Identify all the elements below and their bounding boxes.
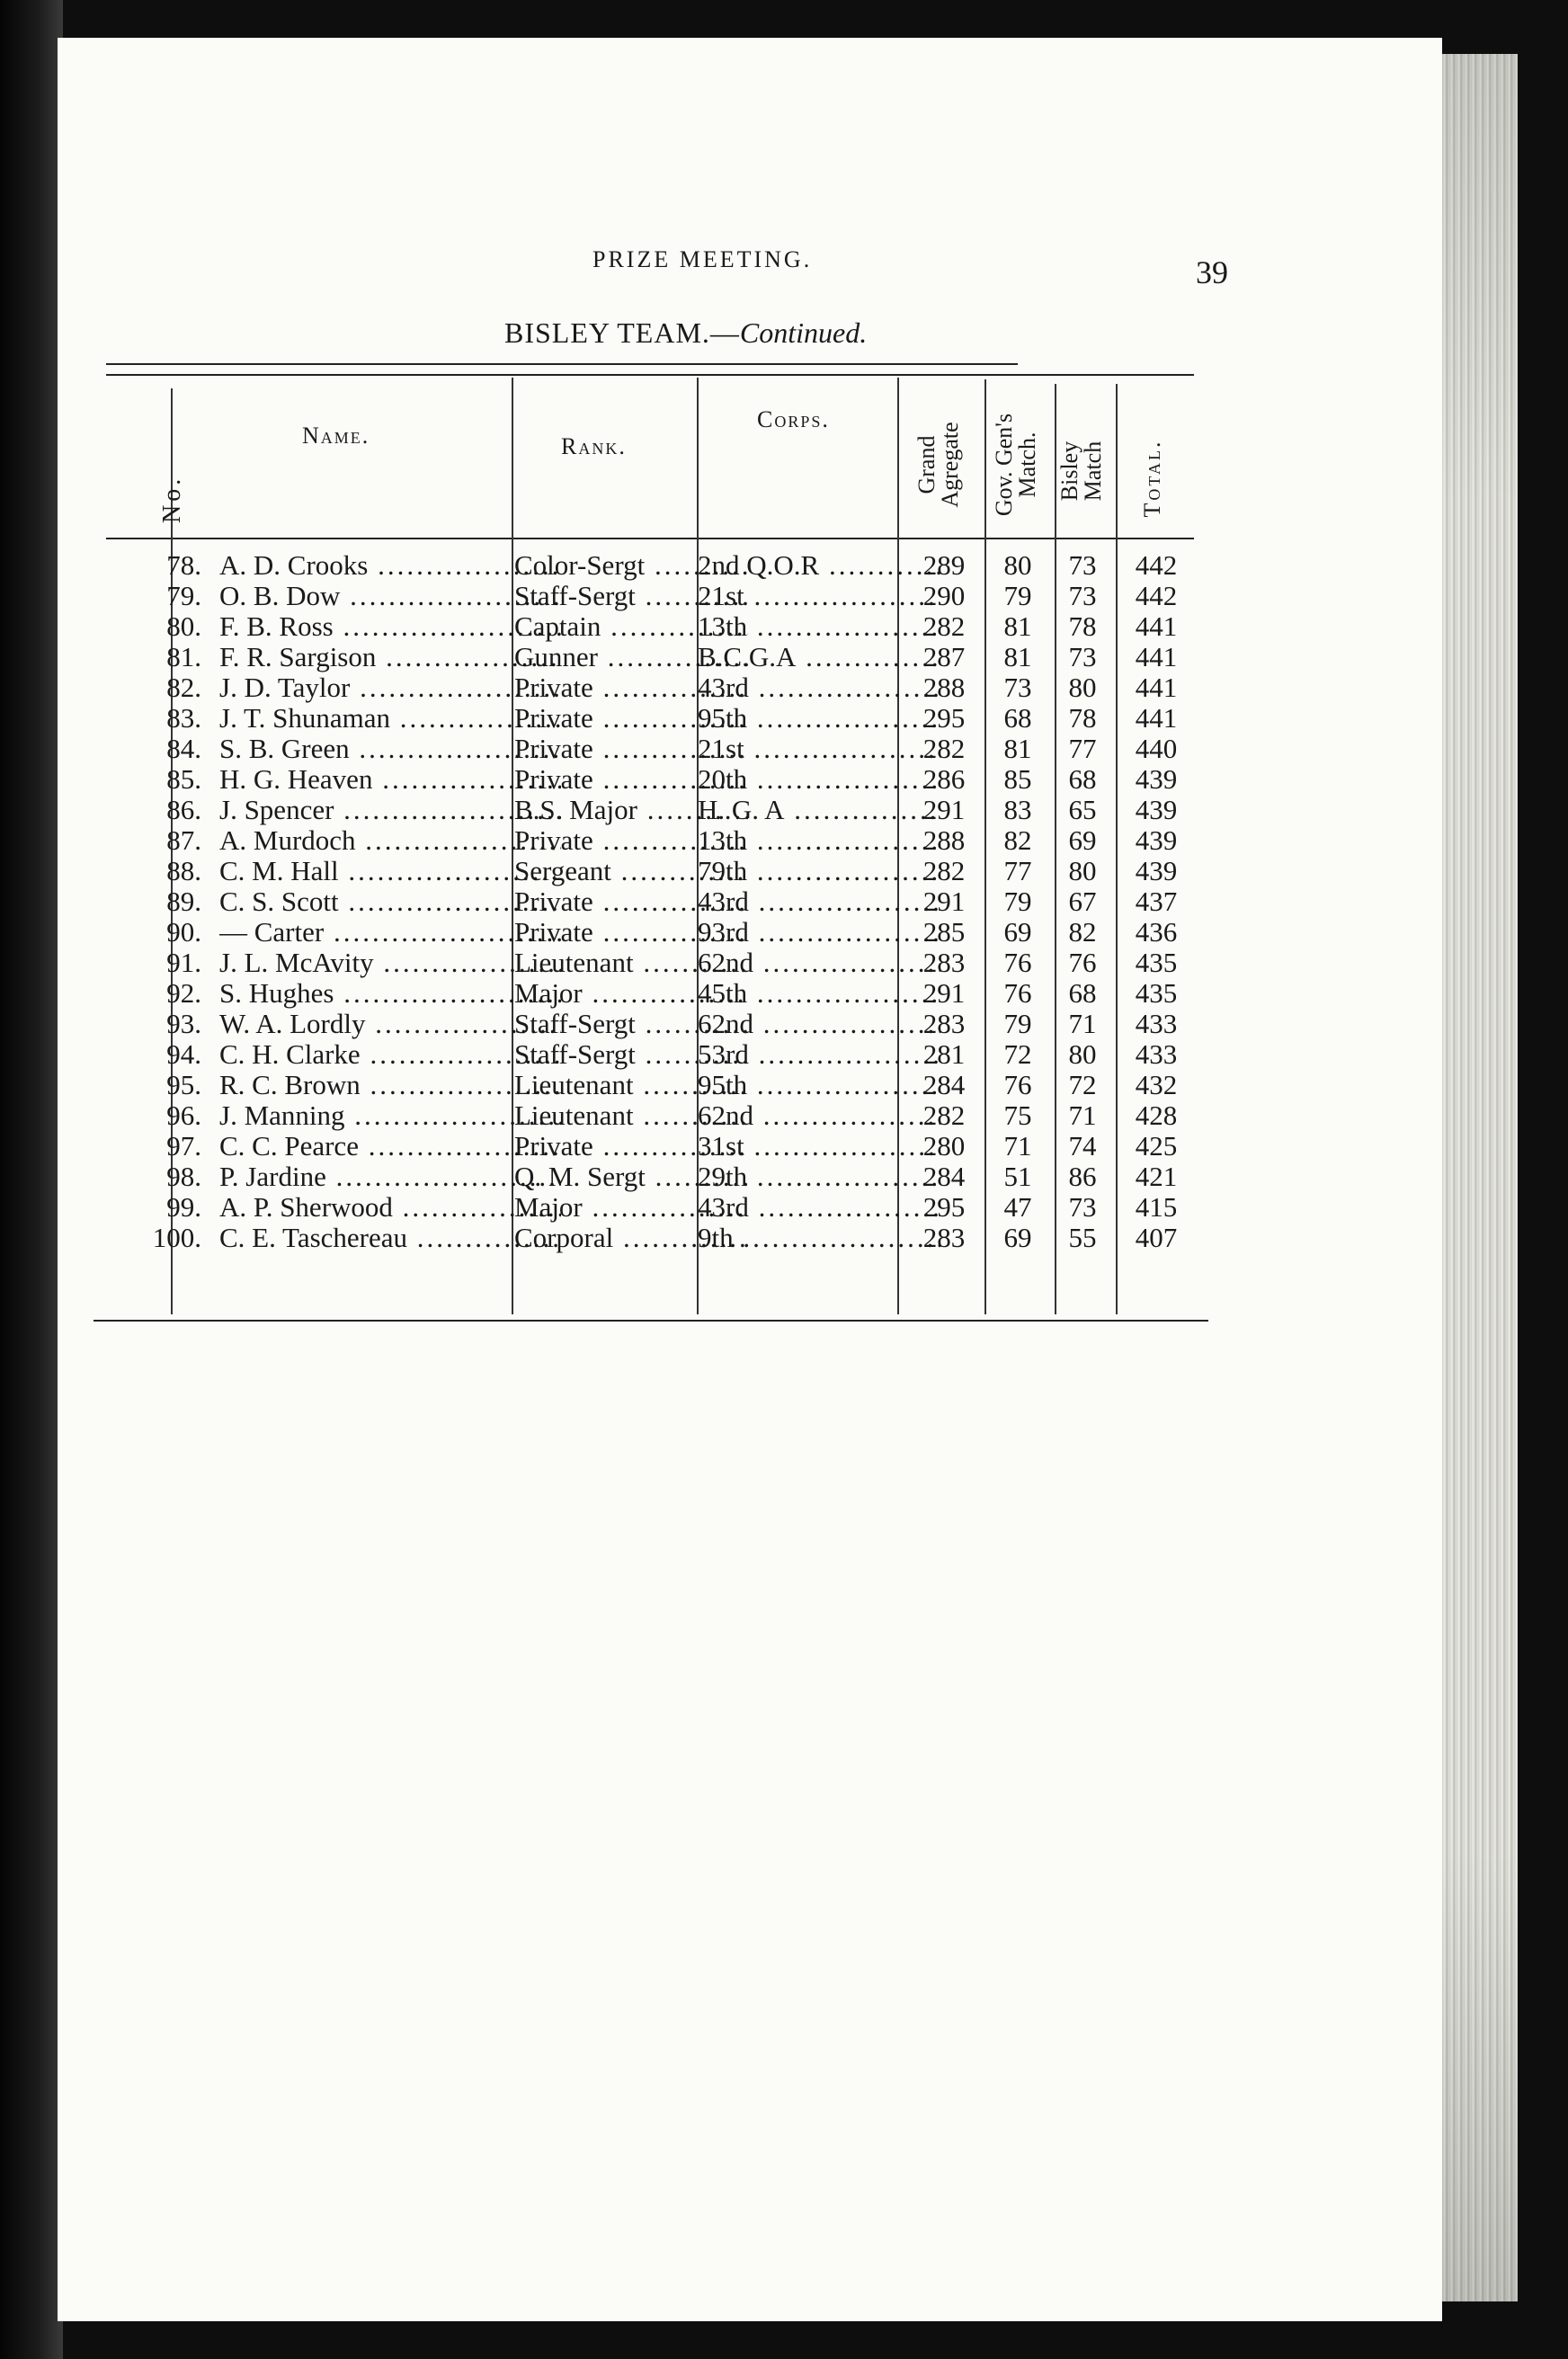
- cell-total: 440: [1135, 734, 1178, 764]
- cell-bisley-match: 69: [1068, 825, 1097, 856]
- cell-rank: Captain .....: [514, 611, 748, 642]
- cell-grand-aggregate: 291: [922, 886, 966, 917]
- cell-corps: 45th .....: [698, 978, 940, 1009]
- cell-bisley-match: 68: [1068, 764, 1097, 795]
- cell-total: 435: [1135, 948, 1178, 978]
- cell-name: A. D. Crooks .....: [219, 550, 561, 581]
- cell-grand-aggregate: 287: [922, 642, 966, 672]
- cell-gov-gen-match: 72: [1003, 1039, 1032, 1070]
- cell-bisley-match: 71: [1068, 1100, 1097, 1131]
- cell-corps: 95th .....: [698, 1070, 940, 1100]
- cell-no: 97.: [166, 1131, 201, 1162]
- header-corps: Corps.: [757, 406, 830, 432]
- cell-rank: Color-Sergt .....: [514, 550, 748, 581]
- cell-rank: Sergeant .....: [514, 856, 748, 886]
- cell-gov-gen-match: 75: [1003, 1100, 1032, 1131]
- cell-no: 85.: [166, 764, 201, 795]
- cell-bisley-match: 73: [1068, 550, 1097, 581]
- cell-bisley-match: 72: [1068, 1070, 1097, 1100]
- header-bottom-rule: [106, 538, 1194, 539]
- table-row: [58, 581, 1442, 611]
- cell-no: 91.: [166, 948, 201, 978]
- cell-corps: 53rd .....: [698, 1039, 940, 1070]
- cell-rank: Q. M. Sergt .....: [514, 1162, 748, 1192]
- table-row: [58, 642, 1442, 672]
- table-row: [58, 1162, 1442, 1192]
- cell-total: 407: [1135, 1223, 1178, 1253]
- cell-no: 100.: [152, 1223, 201, 1253]
- cell-bisley-match: 86: [1068, 1162, 1097, 1192]
- cell-corps: 13th .....: [698, 611, 940, 642]
- cell-corps: 21st .....: [698, 734, 940, 764]
- cell-grand-aggregate: 295: [922, 703, 966, 734]
- cell-corps: H. G. A .....: [698, 795, 940, 825]
- cell-gov-gen-match: 83: [1003, 795, 1032, 825]
- cell-rank: Private .....: [514, 764, 748, 795]
- cell-rank: Private .....: [514, 886, 748, 917]
- cell-name: C. E. Taschereau .....: [219, 1223, 561, 1253]
- cell-total: 439: [1135, 825, 1178, 856]
- cell-corps: 62nd .....: [698, 1100, 940, 1131]
- cell-name: C. C. Pearce .....: [219, 1131, 561, 1162]
- cell-total: 441: [1135, 611, 1178, 642]
- cell-grand-aggregate: 282: [922, 856, 966, 886]
- cell-grand-aggregate: 282: [922, 734, 966, 764]
- cell-corps: 62nd .....: [698, 948, 940, 978]
- cell-gov-gen-match: 82: [1003, 825, 1032, 856]
- table-row: [58, 978, 1442, 1009]
- cell-grand-aggregate: 282: [922, 1100, 966, 1131]
- book-page: [58, 38, 1442, 2321]
- table-row: [58, 1223, 1442, 1253]
- cell-rank: Private .....: [514, 703, 748, 734]
- cell-rank: Staff-Sergt .....: [514, 1009, 748, 1039]
- cell-gov-gen-match: 73: [1003, 672, 1032, 703]
- cell-name: O. B. Dow .....: [219, 581, 561, 611]
- cell-name: F. R. Sargison .....: [219, 642, 561, 672]
- cell-no: 96.: [166, 1100, 201, 1131]
- cell-name: C. H. Clarke .....: [219, 1039, 561, 1070]
- cell-gov-gen-match: 79: [1003, 1009, 1032, 1039]
- cell-corps: B.C.G.A .....: [698, 642, 940, 672]
- cell-bisley-match: 73: [1068, 642, 1097, 672]
- table-row: [58, 917, 1442, 948]
- cell-rank: Private .....: [514, 1131, 748, 1162]
- cell-grand-aggregate: 289: [922, 550, 966, 581]
- cell-gov-gen-match: 47: [1003, 1192, 1032, 1223]
- cell-rank: Lieutenant .....: [514, 948, 748, 978]
- cell-gov-gen-match: 69: [1003, 917, 1032, 948]
- table-title: [504, 316, 867, 350]
- table-title-main: BISLEY TEAM.—: [504, 316, 740, 349]
- cell-total: 439: [1135, 856, 1178, 886]
- table-row: [58, 1039, 1442, 1070]
- cell-no: 78.: [166, 550, 201, 581]
- cell-no: 87.: [166, 825, 201, 856]
- cell-grand-aggregate: 280: [922, 1131, 966, 1162]
- cell-name: P. Jardine .....: [219, 1162, 561, 1192]
- cell-total: 437: [1135, 886, 1178, 917]
- cell-corps: 43rd .....: [698, 886, 940, 917]
- cell-grand-aggregate: 291: [922, 978, 966, 1009]
- cell-total: 436: [1135, 917, 1178, 948]
- header-gov-line1: Gov. Gen's: [991, 413, 1017, 517]
- cell-bisley-match: 71: [1068, 1009, 1097, 1039]
- header-no: No.: [158, 475, 186, 523]
- cell-rank: Corporal .....: [514, 1223, 748, 1253]
- header-grand-aggregate: [915, 411, 969, 519]
- cell-no: 84.: [166, 734, 201, 764]
- cell-total: 432: [1135, 1070, 1178, 1100]
- cell-name: A. Murdoch .....: [219, 825, 561, 856]
- table-row: [58, 703, 1442, 734]
- cell-rank: Private .....: [514, 917, 748, 948]
- cell-gov-gen-match: 81: [1003, 642, 1032, 672]
- cell-bisley-match: 55: [1068, 1223, 1097, 1253]
- cell-grand-aggregate: 290: [922, 581, 966, 611]
- cell-rank: Staff-Sergt .....: [514, 1039, 748, 1070]
- cell-rank: Private .....: [514, 672, 748, 703]
- header-bisley-line2: Match: [1080, 441, 1106, 502]
- table-row: [58, 1192, 1442, 1223]
- cell-total: 442: [1135, 581, 1178, 611]
- cell-bisley-match: 80: [1068, 1039, 1097, 1070]
- cell-gov-gen-match: 69: [1003, 1223, 1032, 1253]
- table-row: [58, 825, 1442, 856]
- cell-total: 441: [1135, 642, 1178, 672]
- cell-grand-aggregate: 288: [922, 825, 966, 856]
- cell-grand-aggregate: 283: [922, 948, 966, 978]
- cell-bisley-match: 74: [1068, 1131, 1097, 1162]
- cell-bisley-match: 77: [1068, 734, 1097, 764]
- cell-corps: 13th .....: [698, 825, 940, 856]
- cell-rank: Major .....: [514, 1192, 748, 1223]
- cell-no: 83.: [166, 703, 201, 734]
- header-grand-line2: Agregate: [937, 422, 963, 508]
- cell-gov-gen-match: 85: [1003, 764, 1032, 795]
- header-rank: Rank.: [561, 433, 627, 459]
- cell-gov-gen-match: 71: [1003, 1131, 1032, 1162]
- cell-no: 89.: [166, 886, 201, 917]
- title-rule: [106, 363, 1018, 365]
- table-row: [58, 734, 1442, 764]
- cell-bisley-match: 78: [1068, 611, 1097, 642]
- cell-name: A. P. Sherwood .....: [219, 1192, 561, 1223]
- cell-grand-aggregate: 288: [922, 672, 966, 703]
- table-row: [58, 611, 1442, 642]
- cell-name: C. S. Scott .....: [219, 886, 561, 917]
- cell-name: S. Hughes .....: [219, 978, 561, 1009]
- cell-name: W. A. Lordly .....: [219, 1009, 561, 1039]
- cell-bisley-match: 73: [1068, 581, 1097, 611]
- cell-name: R. C. Brown .....: [219, 1070, 561, 1100]
- cell-name: H. G. Heaven .....: [219, 764, 561, 795]
- header-name: Name.: [302, 423, 370, 449]
- cell-bisley-match: 68: [1068, 978, 1097, 1009]
- cell-total: 421: [1135, 1162, 1178, 1192]
- cell-gov-gen-match: 76: [1003, 1070, 1032, 1100]
- cell-no: 81.: [166, 642, 201, 672]
- cell-corps: 95th .....: [698, 703, 940, 734]
- cell-gov-gen-match: 80: [1003, 550, 1032, 581]
- page-number: 39: [1196, 254, 1228, 290]
- cell-rank: Private .....: [514, 825, 748, 856]
- cell-name: J. Manning .....: [219, 1100, 561, 1131]
- cell-no: 86.: [166, 795, 201, 825]
- cell-name: S. B. Green .....: [219, 734, 561, 764]
- cell-corps: 43rd .....: [698, 672, 940, 703]
- cell-corps: 43rd .....: [698, 1192, 940, 1223]
- book-binding-edge: [0, 0, 63, 2359]
- table-row: [58, 1100, 1442, 1131]
- cell-rank: Private .....: [514, 734, 748, 764]
- table-row: [58, 948, 1442, 978]
- header-top-rule: [106, 374, 1194, 376]
- cell-bisley-match: 65: [1068, 795, 1097, 825]
- cell-total: 439: [1135, 764, 1178, 795]
- cell-rank: Staff-Sergt .....: [514, 581, 748, 611]
- table-row: [58, 795, 1442, 825]
- cell-no: 79.: [166, 581, 201, 611]
- cell-grand-aggregate: 283: [922, 1223, 966, 1253]
- header-gov-line2: Match.: [1014, 432, 1040, 498]
- cell-name: — Carter .....: [219, 917, 561, 948]
- cell-bisley-match: 78: [1068, 703, 1097, 734]
- cell-name: J. Spencer .....: [219, 795, 561, 825]
- cell-bisley-match: 82: [1068, 917, 1097, 948]
- cell-total: 439: [1135, 795, 1178, 825]
- cell-no: 93.: [166, 1009, 201, 1039]
- cell-grand-aggregate: 286: [922, 764, 966, 795]
- cell-total: 425: [1135, 1131, 1178, 1162]
- cell-gov-gen-match: 79: [1003, 886, 1032, 917]
- cell-no: 82.: [166, 672, 201, 703]
- cell-corps: 29th .....: [698, 1162, 940, 1192]
- cell-name: J. T. Shunaman .....: [219, 703, 561, 734]
- cell-total: 435: [1135, 978, 1178, 1009]
- cell-bisley-match: 80: [1068, 672, 1097, 703]
- table-row: [58, 672, 1442, 703]
- cell-rank: Lieutenant .....: [514, 1100, 748, 1131]
- cell-rank: Major .....: [514, 978, 748, 1009]
- cell-total: 433: [1135, 1039, 1178, 1070]
- cell-corps: 9th .....: [698, 1223, 940, 1253]
- cell-grand-aggregate: 281: [922, 1039, 966, 1070]
- cell-rank: Lieutenant .....: [514, 1070, 748, 1100]
- header-gov-gen-match: [993, 411, 1047, 519]
- cell-no: 98.: [166, 1162, 201, 1192]
- cell-gov-gen-match: 81: [1003, 611, 1032, 642]
- cell-bisley-match: 76: [1068, 948, 1097, 978]
- cell-corps: 20th .....: [698, 764, 940, 795]
- cell-bisley-match: 67: [1068, 886, 1097, 917]
- cell-total: 428: [1135, 1100, 1178, 1131]
- table-title-continued: Continued.: [739, 316, 868, 349]
- table-row: [58, 1009, 1442, 1039]
- cell-grand-aggregate: 291: [922, 795, 966, 825]
- cell-gov-gen-match: 76: [1003, 948, 1032, 978]
- cell-bisley-match: 80: [1068, 856, 1097, 886]
- cell-name: C. M. Hall .....: [219, 856, 561, 886]
- cell-gov-gen-match: 79: [1003, 581, 1032, 611]
- cell-gov-gen-match: 81: [1003, 734, 1032, 764]
- header-bisley-line1: Bisley: [1056, 441, 1082, 502]
- cell-no: 90.: [166, 917, 201, 948]
- cell-no: 99.: [166, 1192, 201, 1223]
- cell-gov-gen-match: 51: [1003, 1162, 1032, 1192]
- table-row: [58, 1070, 1442, 1100]
- cell-grand-aggregate: 284: [922, 1162, 966, 1192]
- cell-corps: 21st .....: [698, 581, 940, 611]
- cell-no: 95.: [166, 1070, 201, 1100]
- cell-no: 94.: [166, 1039, 201, 1070]
- cell-rank: Gunner .....: [514, 642, 748, 672]
- cell-total: 442: [1135, 550, 1178, 581]
- cell-grand-aggregate: 282: [922, 611, 966, 642]
- cell-total: 441: [1135, 703, 1178, 734]
- cell-gov-gen-match: 76: [1003, 978, 1032, 1009]
- cell-total: 415: [1135, 1192, 1178, 1223]
- running-head: PRIZE MEETING.: [592, 246, 813, 272]
- cell-gov-gen-match: 77: [1003, 856, 1032, 886]
- cell-no: 88.: [166, 856, 201, 886]
- cell-total: 433: [1135, 1009, 1178, 1039]
- cell-no: 80.: [166, 611, 201, 642]
- cell-corps: 62nd .....: [698, 1009, 940, 1039]
- cell-gov-gen-match: 68: [1003, 703, 1032, 734]
- table-row: [58, 1131, 1442, 1162]
- cell-name: J. D. Taylor .....: [219, 672, 561, 703]
- cell-rank: B.S. Major .....: [514, 795, 748, 825]
- table-row: [58, 764, 1442, 795]
- cell-corps: 79th .....: [698, 856, 940, 886]
- cell-grand-aggregate: 295: [922, 1192, 966, 1223]
- cell-bisley-match: 73: [1068, 1192, 1097, 1223]
- header-bisley-match: [1058, 417, 1112, 525]
- cell-grand-aggregate: 285: [922, 917, 966, 948]
- table-row: [58, 886, 1442, 917]
- header-total: Total.: [1139, 439, 1165, 518]
- cell-grand-aggregate: 284: [922, 1070, 966, 1100]
- cell-grand-aggregate: 283: [922, 1009, 966, 1039]
- cell-corps: 31st .....: [698, 1131, 940, 1162]
- table-bottom-rule: [94, 1320, 1208, 1322]
- cell-corps: 2nd Q.O.R .....: [698, 550, 940, 581]
- cell-corps: 93rd .....: [698, 917, 940, 948]
- cell-no: 92.: [166, 978, 201, 1009]
- table-row: [58, 856, 1442, 886]
- cell-name: F. B. Ross .....: [219, 611, 561, 642]
- table-row: [58, 550, 1442, 581]
- cell-name: J. L. McAvity .....: [219, 948, 561, 978]
- cell-total: 441: [1135, 672, 1178, 703]
- header-grand-line1: Grand: [913, 435, 940, 494]
